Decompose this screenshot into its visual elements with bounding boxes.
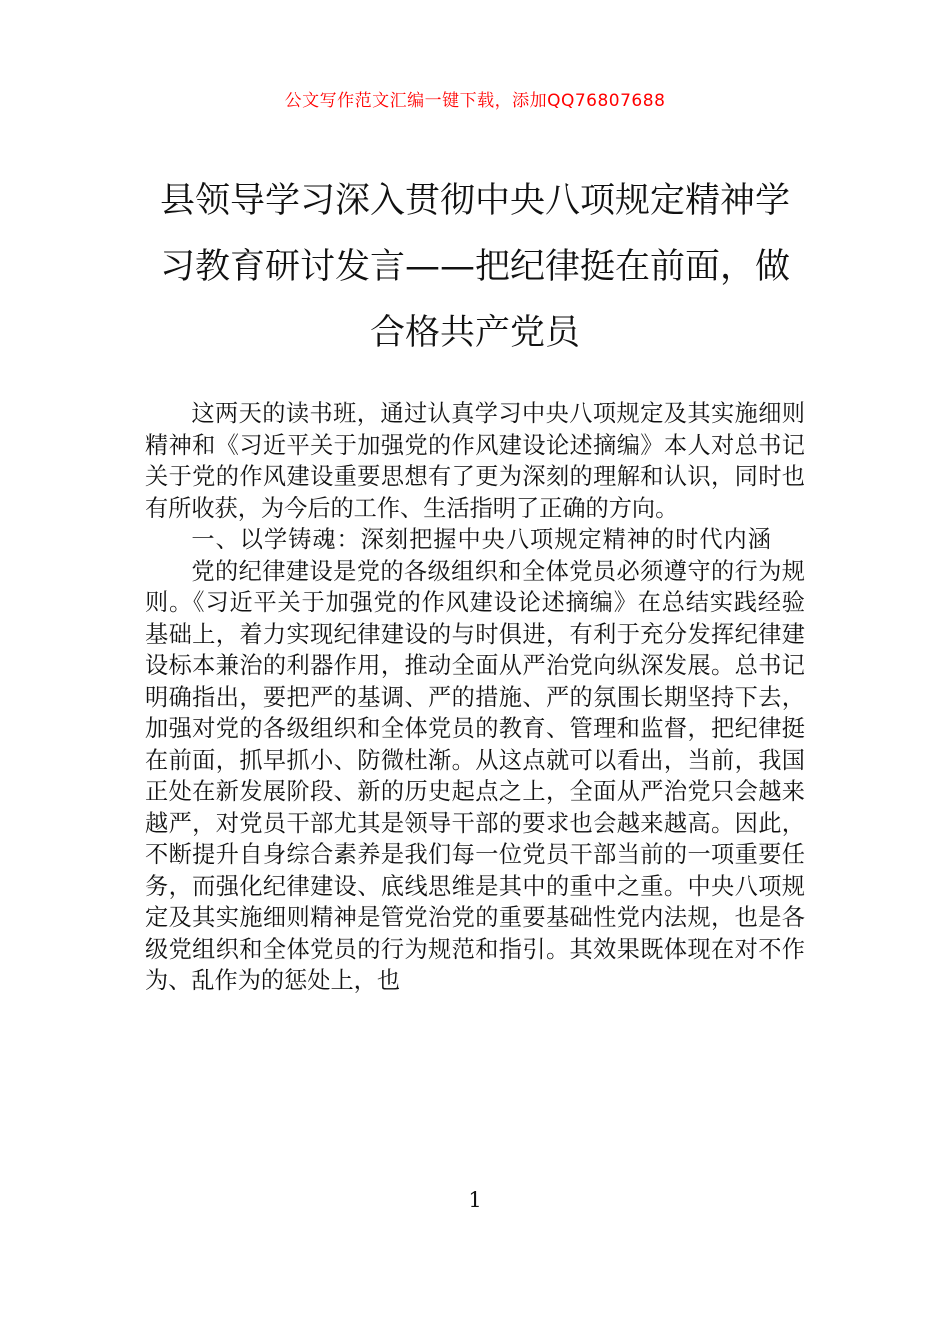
document-body <box>145 398 805 997</box>
page-number: 1 <box>468 1188 482 1212</box>
document-title: 县领导学习深入贯彻中央八项规定精神学习教育研讨发言——把纪律挺在前面，做合格共产党员 <box>159 181 790 353</box>
section-heading-one: 一、以学铸魂：深刻把握中央八项规定精神的时代内涵 <box>191 526 772 553</box>
download-watermark: 公文写作范文汇编一键下载，添加QQ76807688 <box>284 91 666 111</box>
paragraph-discipline: 党的纪律建设是党的各级组织和全体党员必须遵守的行为规则。《习近平关于加强党的作风建设论述摘编》在总结实践经验基础上，着力实现纪律建设的与时俱进，有利于充分发挥纪律建设标本兼治的利器作用，推动全面从严治党向纵深发展。总书记明确指出，要把严的基调、严的措施、严的氛围长期坚持下去，加强对党的各级组织和全体党员的教育、管理和监督，把纪律挺在前面，抓早抓小、防微杜渐。从这点就可以看出，当前，我国正处在新发展阶段、新的历史起点之上，全面从严治党只会越来越严，对党员干部尤其是领导干部的要求也会越来越高。因此，不断提升自身综合素养是我们每一位党员干部当前的一项重要任务，而强化纪律建设、底线思维是其中的重中之重。中央八项规定及其实施细则精神是管党治党的重要基础性党内法规，也是各级党组织和全体党员的行为规范和指引。其效果既体现在对不作为、乱作为的惩处上，也 <box>145 557 805 994</box>
paragraph-intro: 这两天的读书班，通过认真学习中央八项规定及其实施细则精神和《习近平关于加强党的作风建设论述摘编》本人对总书记关于党的作风建设重要思想有了更为深刻的理解和认识，同时也有所收获，为今后的工作、生活指明了正确的方向。 <box>145 400 805 522</box>
